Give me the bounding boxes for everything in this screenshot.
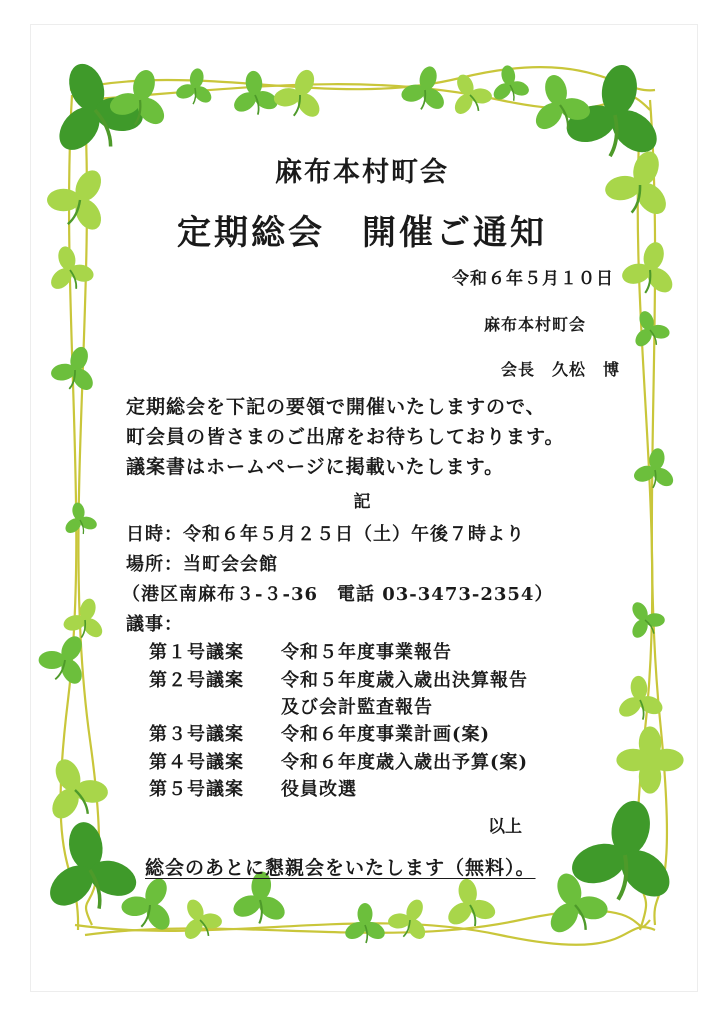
end-mark: 以上 xyxy=(488,817,522,837)
intro-line: 町会員の皆さまのご出席をお待ちしております。 xyxy=(126,426,565,448)
agenda-item-value: 令和５年度歳入歳出決算報告 xyxy=(281,670,528,691)
issuer-signatory: 会長 久松 博 xyxy=(500,360,620,379)
agenda-label: 議事： xyxy=(126,614,183,635)
agenda-item-label: 第５号議案 xyxy=(149,779,244,800)
page-title: 定期総会 開催ご通知 xyxy=(177,213,547,253)
agenda-item-label: 第４号議案 xyxy=(149,752,244,773)
meeting-place: 場所：当町会会館 xyxy=(126,554,278,575)
organization-title: 麻布本村町会 xyxy=(275,157,449,188)
agenda-item-value: 及び会計監査報告 xyxy=(281,697,433,718)
ki-heading: 記 xyxy=(353,492,371,512)
agenda-item-value: 令和６年度事業計画(案) xyxy=(281,724,491,745)
agenda-item-value: 令和５年度事業報告 xyxy=(281,642,452,663)
issue-date: 令和６年５月１０日 xyxy=(452,269,614,289)
footer-note: 総会のあとに懇親会をいたします（無料）。 xyxy=(145,857,536,879)
intro-line: 定期総会を下記の要領で開催いたしますので、 xyxy=(126,396,546,418)
meeting-address: （港区南麻布３-３-36 電話 03-3473-2354） xyxy=(122,584,554,605)
agenda-item-value: 役員改選 xyxy=(281,779,357,800)
agenda-item-value: 令和６年度歳入歳出予算(案) xyxy=(281,752,529,773)
intro-line: 議案書はホームページに掲載いたします。 xyxy=(126,456,505,478)
agenda-item-label: 第２号議案 xyxy=(149,670,244,691)
issuer-organization: 麻布本村町会 xyxy=(483,315,586,334)
agenda-item-label: 第１号議案 xyxy=(149,642,244,663)
meeting-datetime: 日時：令和６年５月２５日（土）午後７時より xyxy=(126,524,525,545)
agenda-item-label: 第３号議案 xyxy=(149,724,244,745)
